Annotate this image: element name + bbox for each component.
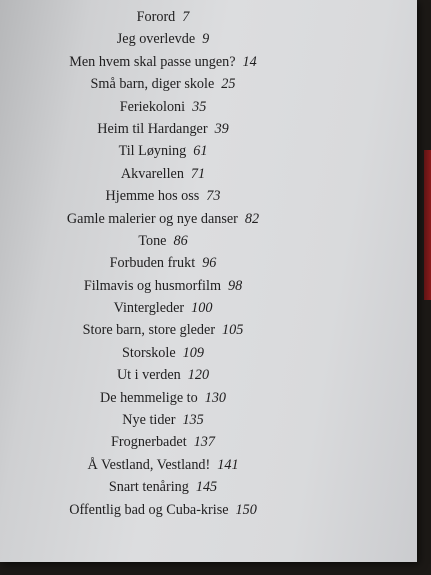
toc-entry-title: Jeg overlevde [116,31,196,48]
toc-entry [0,454,326,476]
toc-entry-page-number: 135 [182,412,204,429]
toc-entry [0,140,326,162]
toc-entry-title: Frognerbadet [111,434,187,451]
toc-entry [0,275,326,297]
toc-entry-page-number: 71 [190,165,206,182]
toc-entry-page-number: 145 [195,479,218,496]
toc-entry-title: Feriekoloni [119,98,186,115]
toc-entry-title: Storskole [122,344,176,361]
toc-entry [0,364,326,386]
toc-entry-page-number: 35 [192,98,207,115]
toc-entry-title: Å Vestland, Vestland! [87,456,211,473]
toc-entry [0,431,326,453]
toc-entry [0,230,326,252]
toc-entry-title: Men hvem skal passe ungen? [69,53,236,70]
toc-entry [0,51,326,73]
toc-entry-page-number: 25 [221,76,236,93]
toc-entry-title: Tone [138,232,167,249]
toc-entry-page-number: 137 [193,434,215,451]
toc-entry-page-number: 9 [202,31,210,48]
toc-entry-page-number: 7 [182,9,190,25]
toc-entry-page-number: 86 [173,232,188,249]
toc-entry-page-number: 61 [193,143,208,160]
toc-entry-title: Små barn, diger skole [90,76,215,93]
toc-entry [0,96,326,118]
toc-entry-page-number: 130 [204,389,226,406]
toc-entry-page-number: 100 [191,300,213,317]
toc-entry-title: Nye tider [122,412,176,429]
toc-entry-title: De hemmelige to [100,389,198,406]
toc-entry [0,409,326,431]
toc-entry-page-number: 73 [206,188,221,205]
toc-entry-title: Forord [136,9,176,25]
toc-entry [0,297,326,319]
toc-entry-title: Gamle malerier og nye danser [66,210,238,227]
toc-entry [0,342,326,364]
toc-entry-title: Forbuden frukt [109,255,196,272]
toc-entry-page-number: 96 [202,255,217,272]
toc-entry [0,208,326,230]
toc-entry [0,319,326,341]
toc-entry [0,387,326,409]
toc-entry-page-number: 82 [244,210,260,227]
toc-entry-title: Vintergleder [113,300,185,317]
toc-entry [0,476,326,498]
toc-entry-page-number: 109 [182,344,204,361]
toc-entry-title: Offentlig bad og Cuba-krise [69,501,229,518]
toc-entry-page-number: 39 [214,120,229,137]
toc-entry [0,73,326,95]
toc-entry-title: Til Løyning [118,143,187,160]
toc-entry [0,185,326,207]
toc-entry-page-number: 105 [222,322,244,339]
toc-entry-title: Hjemme hos oss [105,188,200,205]
toc-entry [0,163,326,185]
toc-entry [0,499,326,521]
toc-entry [0,28,326,50]
toc-entry-page-number: 141 [217,456,239,473]
table-of-contents [0,6,326,521]
toc-entry-title: Akvarellen [120,165,184,182]
toc-entry-title: Heim til Hardanger [97,120,208,137]
toc-entry-title: Store barn, store gleder [82,322,216,339]
toc-entry [0,118,326,140]
toc-entry-title: Ut i verden [116,367,181,384]
toc-entry-title: Filmavis og husmorfilm [83,277,221,294]
book-cover-edge [424,150,431,300]
toc-entry [0,252,326,274]
toc-entry-page-number: 14 [242,53,257,70]
toc-entry-title: Snart tenåring [108,479,189,496]
toc-entry [0,6,326,28]
toc-entry-page-number: 120 [187,367,210,384]
toc-entry-page-number: 98 [227,277,243,294]
toc-entry-page-number: 150 [235,501,257,518]
